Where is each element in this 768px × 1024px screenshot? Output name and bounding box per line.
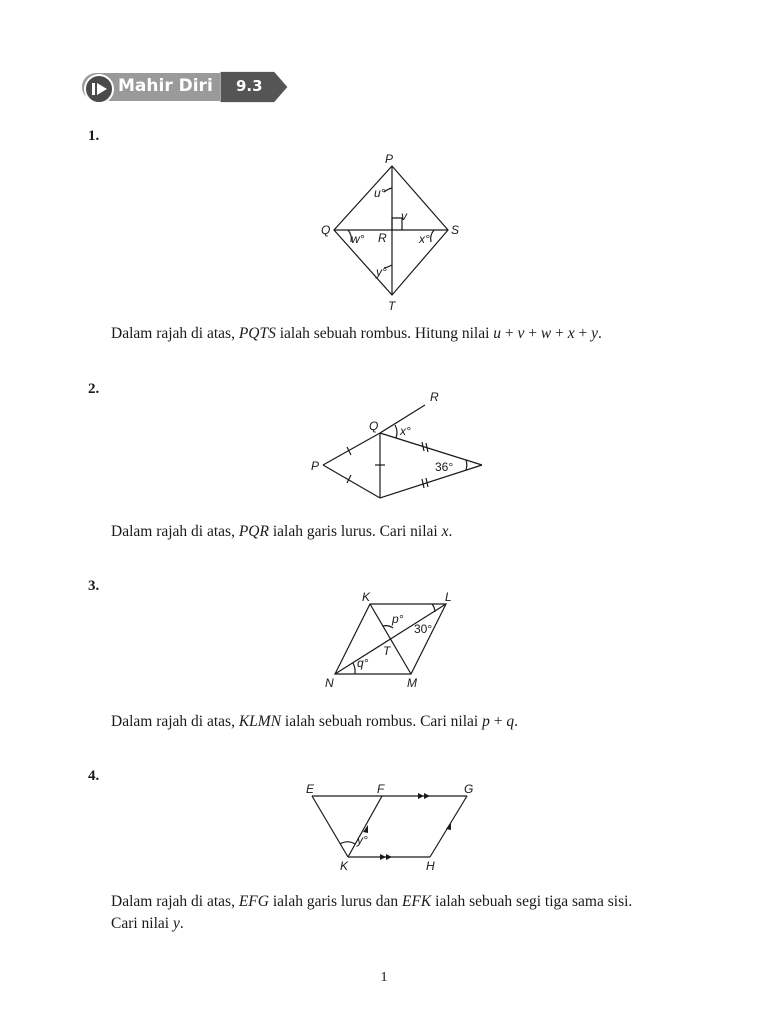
question-1-number: 1. [88,128,100,144]
label-T: T [388,299,396,313]
question-4-figure [300,778,490,876]
label-P: P [385,152,394,166]
label-H: H [426,859,435,873]
question-2-figure [305,385,495,505]
line-p-bottom [323,465,380,498]
label-E: E [306,782,315,796]
label-S: S [451,223,460,237]
question-1-text: Dalam rajah di atas, PQTS ialah sebuah rombus. Hitung nilai u + v + w + x + y. [111,325,602,342]
label-Q: Q [321,223,331,237]
line-q-apex [380,433,482,465]
diagonal-nl [335,604,446,674]
section-header [82,71,292,103]
label-w: w° [351,232,365,246]
line-bottom-apex [380,465,482,498]
question-3-number: 3. [88,578,100,594]
question-3-text: Dalam rajah di atas, KLMN ialah sebuah rombus. Cari nilai p + q. [111,713,518,730]
question-4-text-line2: Cari nilai y. [111,915,184,932]
label-p: p° [392,612,404,626]
question-4-text-line1: Dalam rajah di atas, EFG ialah garis lurus dan EFK ialah sebuah segi tiga sama sisi. [111,893,633,910]
section-number: 9.3 [236,77,263,95]
line-fk [348,796,382,857]
label-T: T [383,644,391,658]
line-pq [323,433,380,465]
label-x: x° [400,424,411,438]
label-L: L [445,590,452,604]
label-G: G [464,782,474,796]
question-2-text: Dalam rajah di atas, PQR ialah garis lurus. Cari nilai x. [111,523,453,540]
label-q: q° [357,656,369,670]
question-3-figure [320,588,460,693]
label-K: K [362,590,371,604]
label-y: y° [357,833,368,847]
label-36: 36° [435,460,454,474]
label-x: x° [419,232,430,246]
label-v: v [401,209,407,223]
label-30: 30° [414,622,433,636]
label-Q: Q [369,419,379,433]
label-K: K [340,859,349,873]
line-ek [312,796,348,857]
question-2-number: 2. [88,381,100,397]
label-N: N [325,676,334,690]
play-icon [84,74,114,104]
question-1-figure [310,150,470,315]
label-P: P [311,459,320,473]
page-number: 1 [380,970,388,985]
question-4-number: 4. [88,768,100,784]
label-R: R [378,231,387,245]
label-M: M [407,676,417,690]
label-F: F [377,782,385,796]
label-y: y° [376,265,387,279]
header-title: Mahir Diri [118,76,213,96]
label-R: R [430,390,439,404]
label-u: u° [374,186,386,200]
